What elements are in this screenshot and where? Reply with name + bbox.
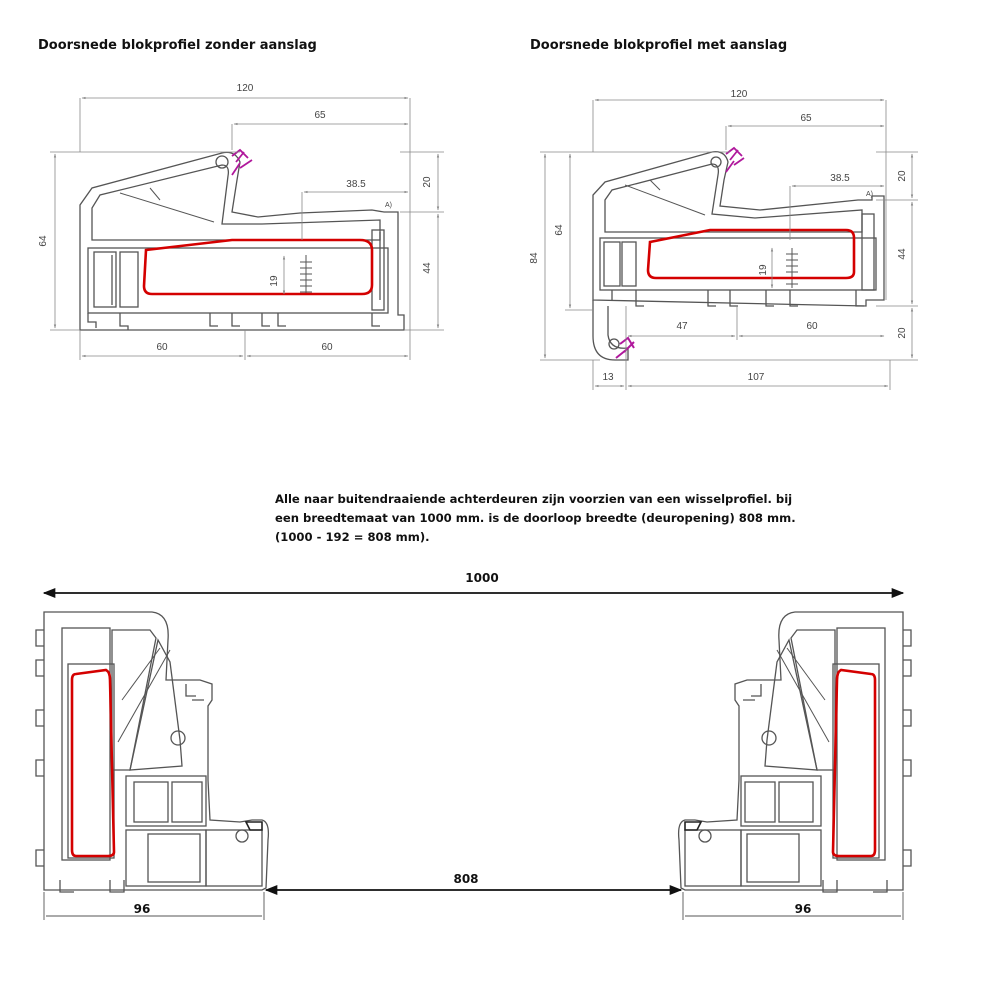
left-dim-120: 120 [236, 83, 254, 94]
right-mark-a: A) [866, 191, 873, 198]
right-dim-64: 64 [554, 224, 565, 236]
right-door-clip-icon [685, 822, 701, 830]
right-dim-60: 60 [806, 321, 818, 332]
right-dim-38-5: 38.5 [830, 173, 850, 184]
left-dim-38-5: 38.5 [346, 179, 366, 190]
note-line-3: (1000 - 192 = 808 mm). [275, 530, 430, 544]
right-section-title: Doorsnede blokprofiel met aanslag [530, 38, 788, 53]
opening-width-label: 808 [453, 872, 479, 886]
note-line-1: Alle naar buitendraaiende achterdeuren zijn voorzien van een wisselprofiel. bij [275, 492, 793, 506]
left-dim-64: 64 [38, 235, 49, 247]
right-dim-13: 13 [602, 372, 614, 383]
note-line-2: een breedtemaat van 1000 mm. is de doorloop breedte (deuropening) 808 mm. [275, 511, 796, 525]
side-width-dimensions [44, 892, 903, 920]
left-dim-19: 19 [269, 275, 280, 287]
left-dim-20: 20 [422, 176, 433, 188]
left-profile-dimensions [50, 98, 444, 360]
total-width-label: 1000 [465, 571, 499, 585]
right-dim-47: 47 [676, 321, 688, 332]
right-dim-107: 107 [747, 372, 765, 383]
left-side-width-label: 96 [133, 902, 151, 916]
right-dim-120: 120 [730, 89, 748, 100]
left-dim-44: 44 [422, 262, 433, 274]
left-dim-60-b: 60 [321, 342, 333, 353]
left-mark-a: A) [385, 202, 392, 209]
left-door-clip-icon [246, 822, 262, 830]
right-dim-44: 44 [897, 248, 908, 260]
left-door-reinforcement [72, 670, 114, 856]
left-dim-60-a: 60 [156, 342, 168, 353]
right-dim-20-top: 20 [897, 170, 908, 182]
right-side-width-label: 96 [794, 902, 812, 916]
left-dim-65: 65 [314, 110, 326, 121]
right-profile-dimensions [540, 100, 918, 390]
right-dim-20-bottom: 20 [897, 327, 908, 339]
right-dim-65: 65 [800, 113, 812, 124]
right-door-reinforcement [833, 670, 875, 856]
right-dim-84: 84 [529, 252, 540, 264]
right-profile-reinforcement [648, 230, 854, 278]
left-profile-gasket-icon [232, 150, 252, 175]
right-dim-19: 19 [758, 264, 769, 276]
left-section-title: Doorsnede blokprofiel zonder aanslag [38, 38, 317, 53]
